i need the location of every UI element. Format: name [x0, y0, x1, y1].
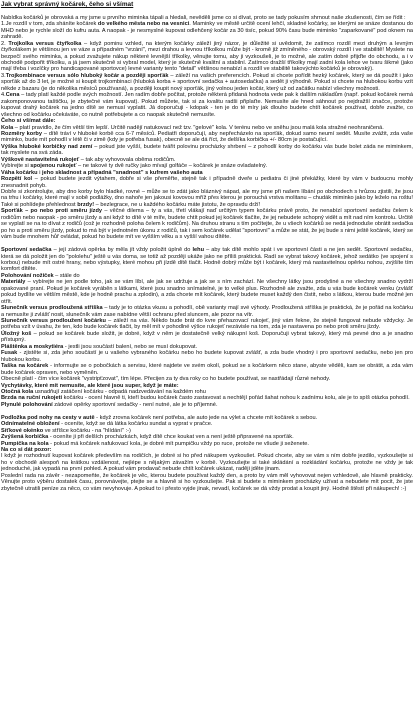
text-span: – tak aby vyhovovala oběma rodičům.	[79, 156, 176, 163]
text-span: Dobře si zkontrolujte, aby dno korby bylo hladké, rovné – může se to zdát jako bláznivý nápad, ale my jsme při našem líbání po obchodech s hrůzou zjistili, že jsou na trhu i kočárky, které mají v sobě podlážky, dno nahoře jen jakousi kovovou mříž přes kterou je porouchá vrstva molitanu – chudák miminko jako by leželo na roštu!	[1, 189, 413, 202]
paragraph	[1, 176, 413, 189]
bold-text: Sportovní sedačka	[1, 247, 52, 254]
bold-text: Brzda na ruční rukojeti	[1, 395, 63, 402]
text-span: – záleží na vašich preferencích. Pokud si chcete pořídit hezký kočárek, který se dá použít i jako sporťák až do 3 let, je možné si koupit trojkombinaci (hluboká korba + sportovní sedačka + autosedačka) a sedět ji výhodně. Pokud si chcete na hlubokou korbu vzít někde z bazaru (je do několika měsíců používaná), a později koupit nový sporťák, jiný volnou jeden kočár, který už od začátku nabízí všechny možnosti.	[1, 72, 413, 92]
bold-text: Úložný koš	[1, 330, 32, 337]
paragraph	[1, 208, 413, 240]
bold-text: Sporťák – po nebo proti směru jízdy	[1, 208, 103, 215]
bold-text: Slunečník versus prodloužená stříška	[1, 305, 103, 312]
text-span: - oceníte ji při delších procházkách, když dítě chce koukat ven a není ještě připravené na sporťák.	[48, 434, 294, 441]
text-span: Obecně platí - čím více kočárek "vystripťzovat", tím lépe. Přecijen za ty dva roky co ho budete používat, se nastřádají různé nehody.	[1, 376, 331, 383]
text-span: 2.	[1, 40, 9, 47]
bold-text: Váha kočárku	[1, 169, 38, 176]
article-body	[1, 15, 413, 492]
bold-text: Materiály	[1, 279, 26, 286]
bold-text: lehu	[192, 247, 205, 254]
paragraph	[1, 41, 413, 73]
text-span: i	[37, 169, 43, 176]
text-span: – aby tak dítě mohlo spát i ve sportovní části a ne jen sedět. Sportovní sedačku, která se dá položit jen do "pololehu" ještě u vás doma, se totiž až později ukáže jako ne příliš praktická. Radí se vybrat takový kočárek, jehož sedátko (ve spojení s korbou) nebude mít ostré hrany, nebo výstupky, které mohou při jízdě dítě tlačit. Hodně dobrý může být i kočárek, který má nastavitelnou opěrku nohou, zvýšíte tím komfort dítěte.	[1, 247, 413, 273]
paragraph	[1, 73, 413, 92]
text-span: - jestli jsou součástí balení, nebo se musí dokupovat.	[63, 343, 198, 350]
paragraph	[1, 189, 413, 202]
bold-text: Vychytávky, které mít nemusíte, ale které jsou super, když je máte:	[1, 382, 179, 389]
bold-text: Pláštěnka a moskytiéra	[1, 343, 64, 350]
bold-text: Odnímatelné obložení	[1, 421, 60, 428]
paragraph	[1, 305, 413, 318]
text-span: - když zrovna kočárek není potřeba, ale auto jede na výlet a chcete mít kočárek s sebou.	[94, 414, 318, 421]
text-span: – pokud budete jezdit výtahem, dobře si vše přeměřte, stejně tak i případně dveře u pediatra či jiné překážky, které by vám v budoucnu mohly znesnadnit pohyb.	[1, 176, 413, 189]
text-span: – když pominu vzhled, na kterým kočárky záleží jiný názor, je důležité si uvědomit, že zatímco rozdíl mezi druhým a levným čtyřkolákem je většinou jen ve váze a případném "vrzání", mezi drahou a levnou tříkolkou může být - kromě již zmíněného - obrovský rozdíl i ve stabilitě! Myslete na bezpečí svého miminka, a pokud zvažujete nákup některé levnější tříkolky, věnujte tomu, aby ji vyzkoušeli, je to možné, ale zatím dobré přijďte do obchodu, a i v obchodě podpořit tříkolku, a já jsem skutečně si vybral model, který je skutečně kvalitní a stabilní. Zatímco dražší tříkolky mají zadní kola lehce ve tvaru šikmé (jako mají třeba i vozíčky pro handicapované sportovce) levné varianty tento "detail" většinou nenabízí a rozdíl ve stabilitě takovýchto kočárků je obrovský).	[1, 40, 413, 73]
text-span: zádové opěrky sportovní sedačky - není nutné, ale je to příjemné.	[52, 401, 218, 408]
bold-text: do velkého města nebo na vesnici	[97, 21, 190, 28]
text-span: – dítě tráví v hluboké korbě cca 6-7 měsíců. Pediatři doporučují, aby nepřecházelo na sporťák, dokud samo neumí sedět. Musíte zvážit, zda vaše miminko, bude mít pohodlí v létě či v zimě (kdy je potřeba fusak), obecně se ale dá říct, že delšíka korbička +/- 80cm je postačující.	[1, 130, 413, 144]
bold-text: Kola	[1, 124, 14, 131]
paragraph	[1, 131, 413, 144]
text-span: – pokud jste vyšší, budete tvářit polovinu procházky shrbení – z pohodlí korby do kočárku vás bude bolet záda ne miminkem, tak myslete na svá záda.	[1, 143, 413, 157]
paragraph	[1, 247, 413, 273]
text-span: . Maminky ve městě určitě ocení lehčí, skladné kočárky, se kterými se snáze dostanou do MHD nebo je rychle složí do kufru auta. A naopak - je nesmyslné kupovat odlehčený kočár za 30 tisíc, pokud 90% času bude miminko "zaparkované" pod oknem na zahradě.	[1, 21, 413, 41]
bold-text: Pumpička na kola	[1, 440, 49, 447]
text-span: – záleží na vás. Někdo bude brát do kvre přehazovací rukojeť, jiný vám řekne, že stejně fungovat nebude vždycky. Je potřeba vzít v úvahu, že ten, kdo bude kočárek tlačit, by měl mít v pohodlné výšce rukojeť nezávisle na tom, zda je nastavena po nebo proti směru jízdy.	[1, 318, 413, 331]
bold-text: Otočná kola	[1, 389, 34, 396]
bold-text: Podložka pod nohy na cesty v autě	[1, 414, 95, 421]
text-span: – stále do	[53, 272, 80, 279]
text-span: – tady je to otázka vkusu a pohodlí, obě varianty mají své výhody. Prodloužená stříška je praktická, že je pořád na kočárku a nemusíte ji zvlášť nosit, slunečník vám zase nabídne větší ochranu před sluncem, ale pozor na vítr.	[1, 305, 413, 318]
bold-text: Rozpětí kol	[1, 176, 33, 183]
paragraph	[1, 350, 413, 363]
text-span: – vybírejte ne jen podle toho, jak se vám líbí, ale jak se udržuje a jak se s ním zachází. Ne všechny látky jsou prodyšné a ne všechny snadno vydrží opakované praní. Pokud je kočárek vyráběn s látkami, které jsou snadno snímatelné, je to velké plus. Rozhodně ale zvažte, zda u vás bude kočárek venku (zvlášť pokud bydlíte ve větším městě, kde je hodně prachu a zplodin), a zda chcete mít kočárek, který budete muset každý den čistit, nebo s látkou, kterou bude možné jen otřít.	[1, 279, 413, 305]
text-span: – pokud se kočárek bude složit, je dobré, když v něm je dostatečně velký nákupní koš. Doporučuji vybrat takový, který má pevné dno a je snadno přístupný.	[1, 330, 413, 344]
text-span: – ne takové ty dvě ručky jako mívají golfáče – kočárek je snáze ovladatelný.	[76, 163, 268, 170]
text-span: - pokud má kočárek nafukovací kola, je dobré mít pumpičku vždy po ruce, protože ne všude ji seženete.	[48, 440, 309, 447]
paragraph	[1, 473, 413, 492]
text-span: – platí pravidlo, že čím větší tím lepší. Určitě nadějí natukovací než tzv. "gelové" kola. V terénu nebo ve sněhu jsou malá kola stražné neohraničená.	[13, 124, 384, 131]
text-span: – věčné dilema – ty a vás, třetí vlákají naď určitým typem kočárku právě proto, že nenabízí sportovní sedačku čelem k rodičům nebo naopak - po směru jízdy a ani když to dítě v té míře, budete chtít pokud jej kočárek tlačíte, že jej nebudete schopný vidět a mít nad ním kontrolu. Určitě se vyplatí se na to dívat z rodičů (což je rozhodně poloha čelem k rodičům). Na druhou stranu s tím počítejte, že u všech kočárků se nedá jednoduše obrátit sedačka po ho a proti směru jízdy, pokud to má být v jednotném úkonu z rodičů, tak i sem kočárek udělat "sportovní" a může se stát, že jej bude s nimi ještě kočárek, který se vám bude mnohem hůř ovládat, pokud ho budete mít ve vyšším věku a s vyšší vahou dítěte.	[1, 208, 413, 241]
text-span: 4.	[1, 92, 6, 99]
text-span: – bezlegrace, ne u každého kočárku máte jistotu, že opravdu drží!	[94, 201, 261, 208]
bold-text: Síťkové okénko	[1, 427, 44, 434]
bold-text: Čeho si všímat dále:	[1, 118, 56, 125]
text-span: Vybírejte si	[1, 163, 31, 170]
paragraph	[1, 318, 413, 331]
bold-text: Na co si dát pozor:	[1, 447, 52, 454]
text-span: kočárku - ocení hlavně ti, kteří budou kočárek často zastavovat a nechtějí pořád šahat nohou k zadnímu kolu, ale je to spíš otázka pohodlí.	[62, 395, 410, 402]
article	[1, 1, 413, 719]
bold-text: Výška hluboké korbičky nad zemí	[1, 143, 93, 150]
paragraph	[1, 21, 413, 40]
bold-text: Výškově nastavitelná rukojeť	[1, 156, 80, 163]
text-span: - oceníte, když se dá látka kočárku sundat a vyprat v pračce.	[59, 421, 213, 428]
bold-text: spojenou rukojeť	[30, 163, 77, 170]
bold-text: Rozměry korby	[1, 130, 42, 137]
paragraph	[1, 363, 413, 376]
bold-text: jeho skladnost a případná "snadnost" s kufrem vašeho auta	[42, 169, 203, 176]
text-span: ve stříšce kočárku - na "hlídání" :-)	[43, 427, 131, 434]
bold-text: Slunečník versus prodloužení kočárku	[1, 318, 106, 325]
text-span: – její zádová opěrka by měla jít vždy položit úplně do	[51, 247, 193, 254]
bold-text: Plynulé polohování	[1, 401, 53, 408]
paragraph	[1, 453, 413, 472]
bold-text: Fusak	[1, 350, 18, 357]
text-span: – tady platí každé podle svých možností. Jen radím dobře počítat, protože některá přidaná hodnota vede pak k dalším nákladům (např. pokud kočárek nemá zakomponovanou taštičku, je zbytečné vám kupovat). Pokud můžete, tak si za kvalitu radši připlaťte. Nemusíte ale hned sáhnout po nejdražší značce, protože kupovat drahý kočárek na jedno dítě se nemusí vyplatit. Já doporučuji - kdopak - ten je do té míry jak dlouho budete chtít kočárek používat, dobře zvažte, co všechno od kočárku očekáváte, co nutně potřebujete a co naopak skutečně nemusíte.	[1, 92, 413, 118]
bold-text: Polohování nožiček	[1, 272, 54, 279]
article-title: Jak vybrat správný kočárek, čeho si všímat	[1, 1, 134, 8]
text-span: Nabídka kočárků je obrovská a my jsme u prvního miminka tápali a hledali, nevěděli jsme co si dívat, proto se tady pokusím shrnout naše zkušenosti, čím se řídit :	[1, 14, 406, 21]
bold-text: Cena	[5, 92, 20, 99]
bold-text: Trojkombinace versus sólo hluboký kočár a později sporťák	[5, 72, 169, 79]
bold-text: Trojkolka versus čtyřkolka	[8, 40, 82, 47]
text-span: Také si pohlídejte přehlednost	[1, 201, 78, 208]
paragraph	[1, 279, 413, 305]
text-span: usnadňují zatáčení kočárku - odpadá nadzvedávání na každém rohu	[33, 389, 206, 396]
bold-text: Zvýšená korbička	[1, 434, 49, 441]
text-span: 3.	[1, 72, 6, 79]
text-span: 1.Je rozdíl v tom, zda sháníte kočárek	[1, 21, 98, 28]
bold-text: Taška na kočárek	[1, 363, 49, 370]
text-span: Poslední rada na závěr - nezapomeňte, že kočárek je věc, kterou budete používat každý den, a proto by vám měl vyhovovat nejen vzhledově, ale hlavně prakticky. Věnujte proto výběru dostatek času, porovnávejte, ptejte se a hlavně si ho vyzkoušejte. Pak si budete s miminkem procházky užívat a nebudete mít pocit, že jste zbytečně utratili peníze za něco, co vám nevyhovuje. A pokud to i přesto vyjde jinak, nevadí, kočárek se dá vždy prodat a koupit jiný. Hodně štěstí při nákupech! :-)	[1, 472, 413, 492]
text-span: I když je rozhodnutí kupovat kočárek především na rodičích, je dobré si ho před nákupem vyzkoušet. Pokud chcete, aby se vám s ním dobře jezdilo, vyzkoušejte si ho v obchodě alespoň na krátkou vzdálenost, nejlépe s nějakým závažím v korbě. Vyzkoušejte si také skládání a rozkládání kočárku, protože ne vždy je tak jednoduché, jak vypadá na první pohled. A pokud vám prodavač nebude chtít kočárek ukázat, raději jděte jinam.	[1, 453, 413, 473]
paragraph	[1, 92, 413, 118]
bold-text: brzdy!	[77, 201, 95, 208]
text-span: - informujte se o pobočkách a servisu, které najdete ve svém okolí, pokud se s kočárkem něco stane, abyste věděli, kam se obrátit, a zda vám bude kočárek opraven, nebo vyměněn.	[1, 363, 413, 376]
text-span: - zjistěte si, zda jeho součástí je u vašeho vybraného kočárku nebo ho budete kupovat zvlášť, a zda bude vhodný i pro sportovní sedačku, nebo jen pro hlubokou korbu.	[1, 350, 413, 363]
paragraph	[1, 144, 413, 157]
paragraph	[1, 402, 413, 408]
paragraph	[1, 331, 413, 344]
